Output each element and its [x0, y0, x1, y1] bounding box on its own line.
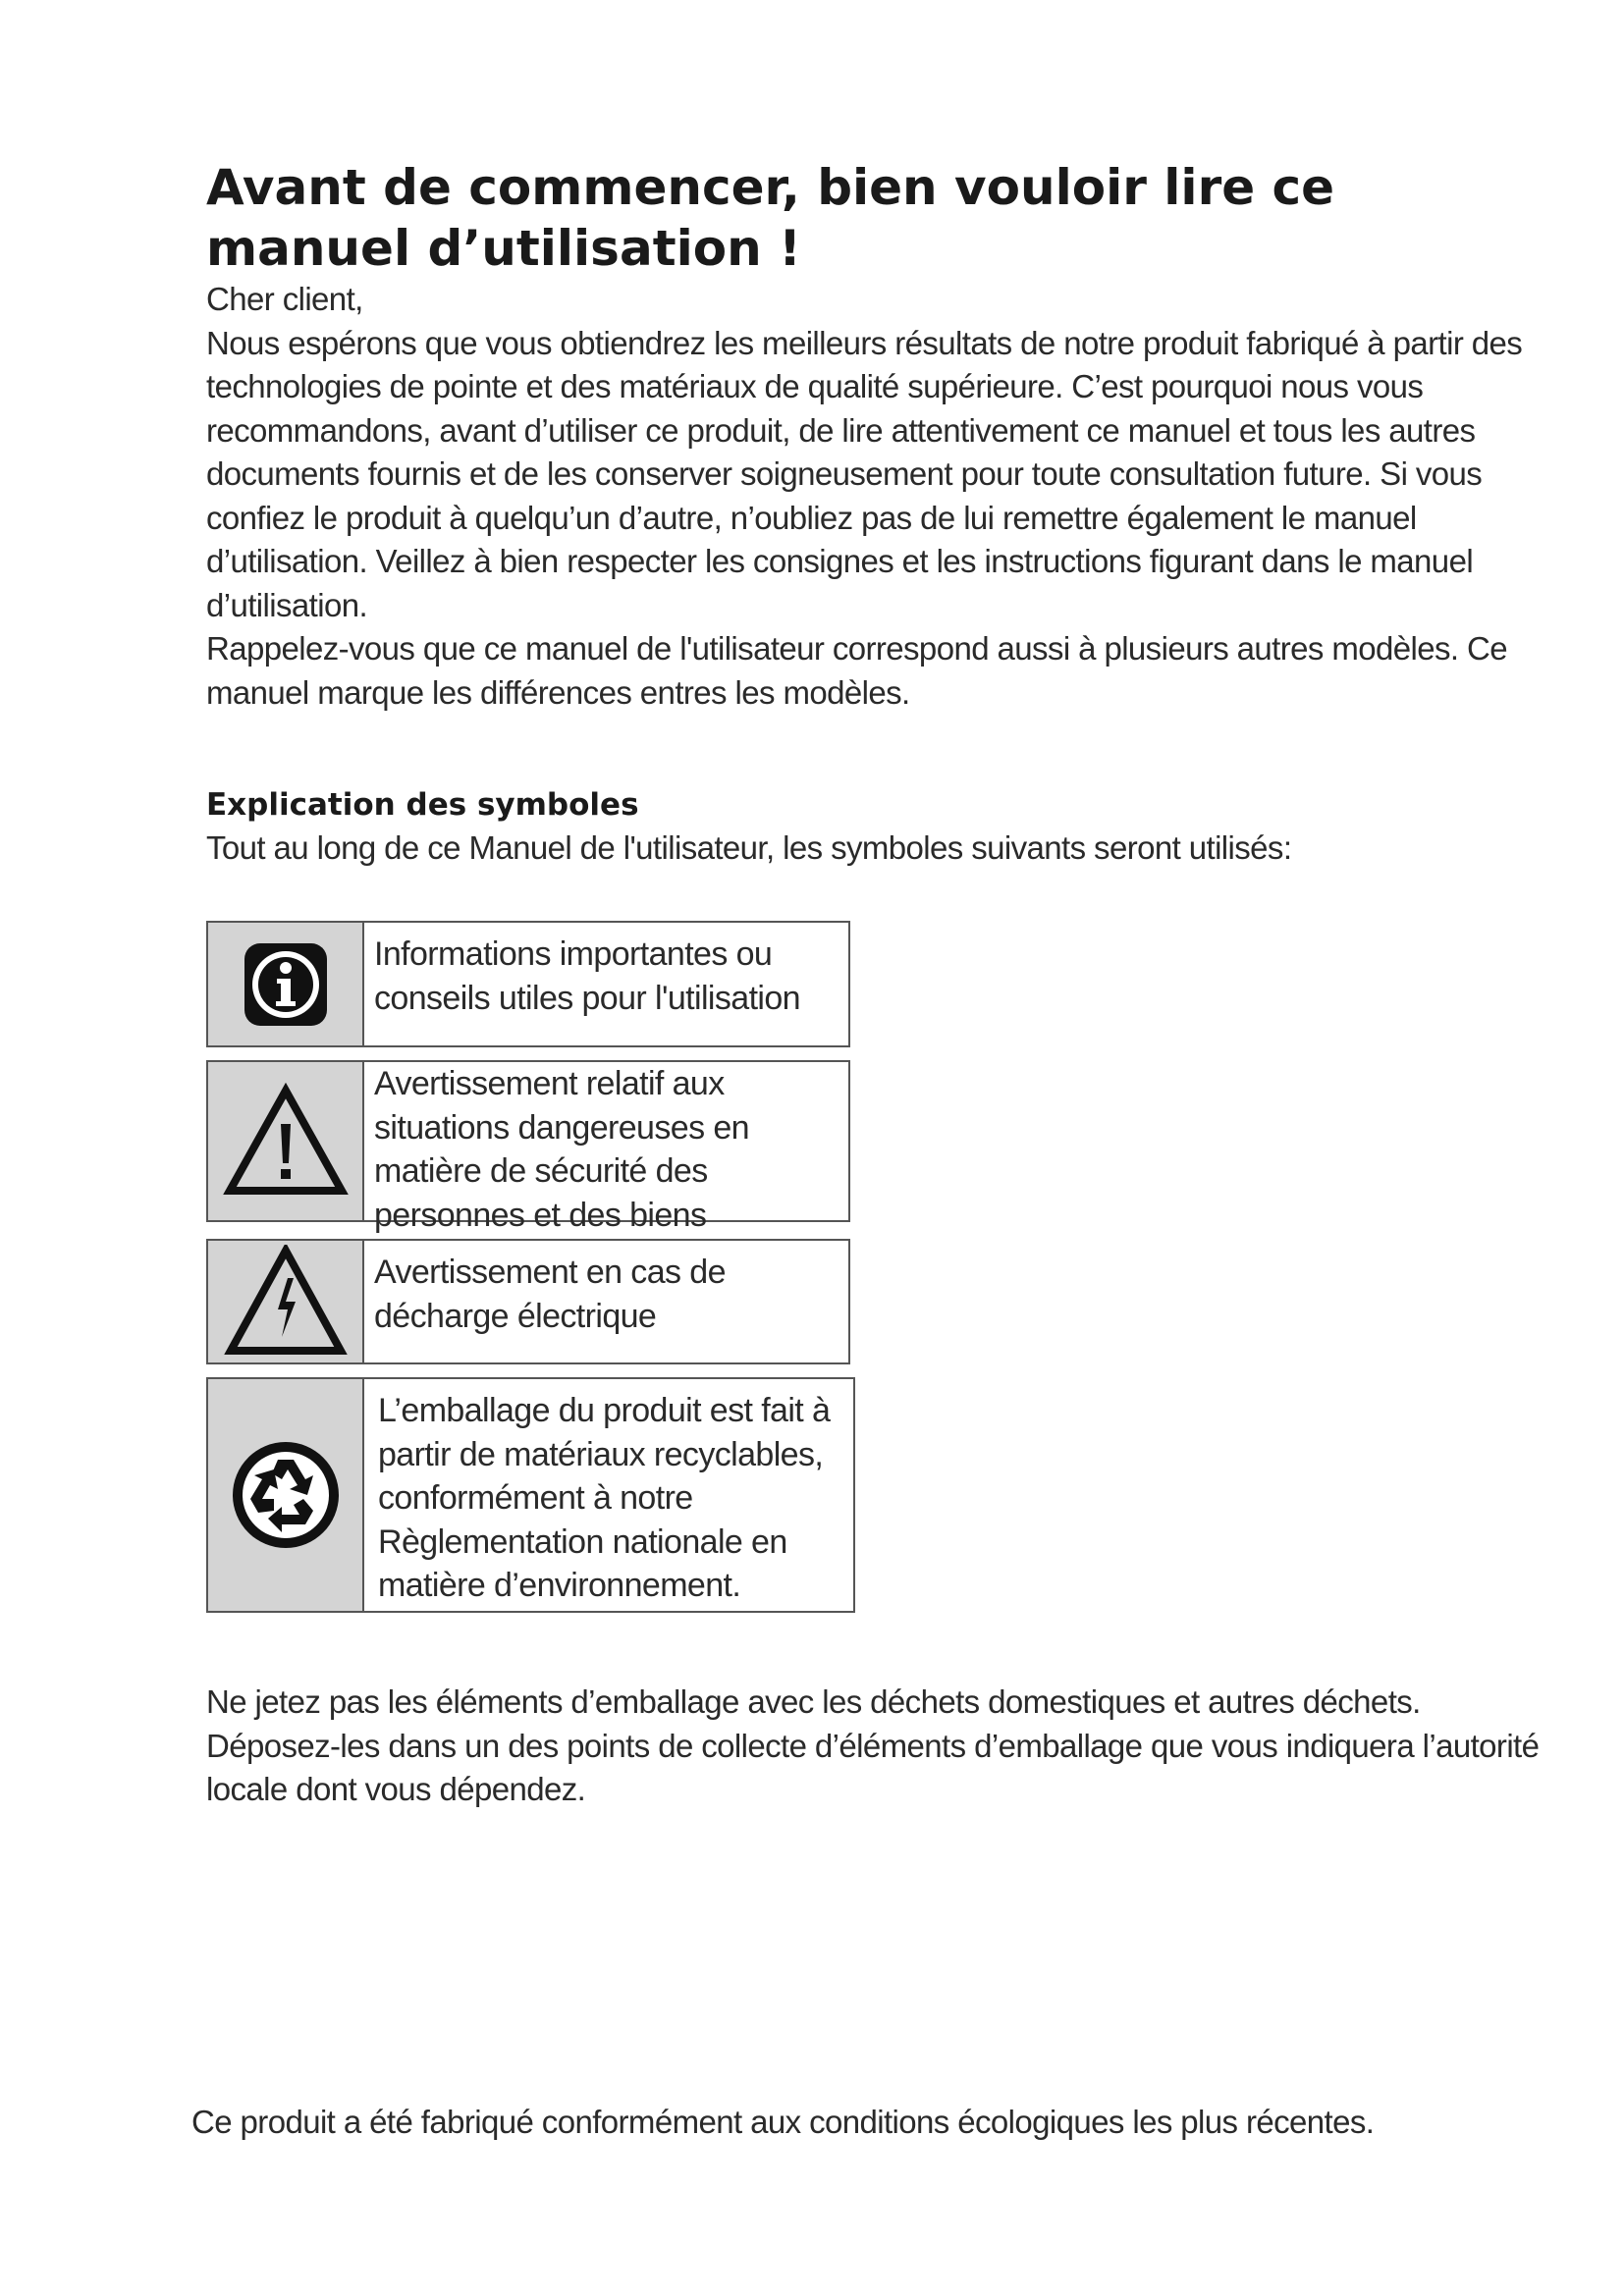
info-icon — [208, 923, 364, 1045]
symbol-row-recycle — [206, 1377, 855, 1613]
footer-note: Ce produit a été fabriqué conformément aux conditions écologiques les plus récentes. — [191, 2104, 1375, 2140]
symbol-text-recycle: L’emballage du produit est fait à partir de matériaux recyclables, conformément à notre Règlementation nationale en matière d’environnement. — [378, 1392, 831, 1604]
symbols-subheading: Tout au long de ce Manuel de l'utilisateur, les symboles suivants seront utilisés: — [206, 829, 1292, 866]
symbols-heading: Explication des symboles — [206, 787, 639, 823]
symbol-text-info: Informations importantes ou conseils utiles pour l'utilisation — [374, 935, 800, 1017]
symbol-text-electric: Avertissement en cas de décharge électrique — [374, 1254, 726, 1335]
page-title: Avant de commencer, bien vouloir lire ce manuel d’utilisation ! — [206, 159, 1335, 277]
intro-paragraph-1: Nous espérons que vous obtiendrez les meilleurs résultats de notre produit fabriqué à partir des technologies de pointe et des matériaux de qualité supérieure. C’est pourquoi nous vous recommandons, avant d’utiliser ce produit, de lire attentivement ce manuel et tous les autres documents fournis et de les conserver soigneusement pour toute consultation future. Si vous confiez le produit à quelqu’un d’autre, n’oubliez pas de lui remettre également le manuel d’utilisation. Veillez à bien respecter les consignes et les instructions figurant dans le manuel d’utilisation. — [206, 324, 1523, 623]
disposal-line-2: Déposez-les dans un des points de collecte d’éléments d’emballage que vous indiquera l’autorité locale dont vous dépendez. — [206, 1727, 1540, 1807]
symbol-row-warning — [206, 1060, 850, 1234]
symbol-text-warning: Avertissement relatif aux situations dangereuses en matière de sécurité des personnes et des biens — [374, 1065, 749, 1234]
symbol-row-electric — [206, 1239, 850, 1364]
recycle-icon — [208, 1379, 364, 1611]
intro-paragraph-2: Rappelez-vous que ce manuel de l'utilisateur correspond aussi à plusieurs autres modèles. Ce manuel marque les différences entres les modèles. — [206, 630, 1508, 711]
symbol-row-info — [206, 921, 850, 1047]
warning-icon — [208, 1062, 364, 1220]
disposal-line-1: Ne jetez pas les éléments d’emballage avec les déchets domestiques et autres déchets. — [206, 1683, 1421, 1720]
electric-shock-icon — [208, 1241, 364, 1362]
greeting: Cher client, — [206, 281, 363, 317]
disposal-note — [206, 1681, 1542, 1812]
intro-section — [206, 278, 1532, 715]
